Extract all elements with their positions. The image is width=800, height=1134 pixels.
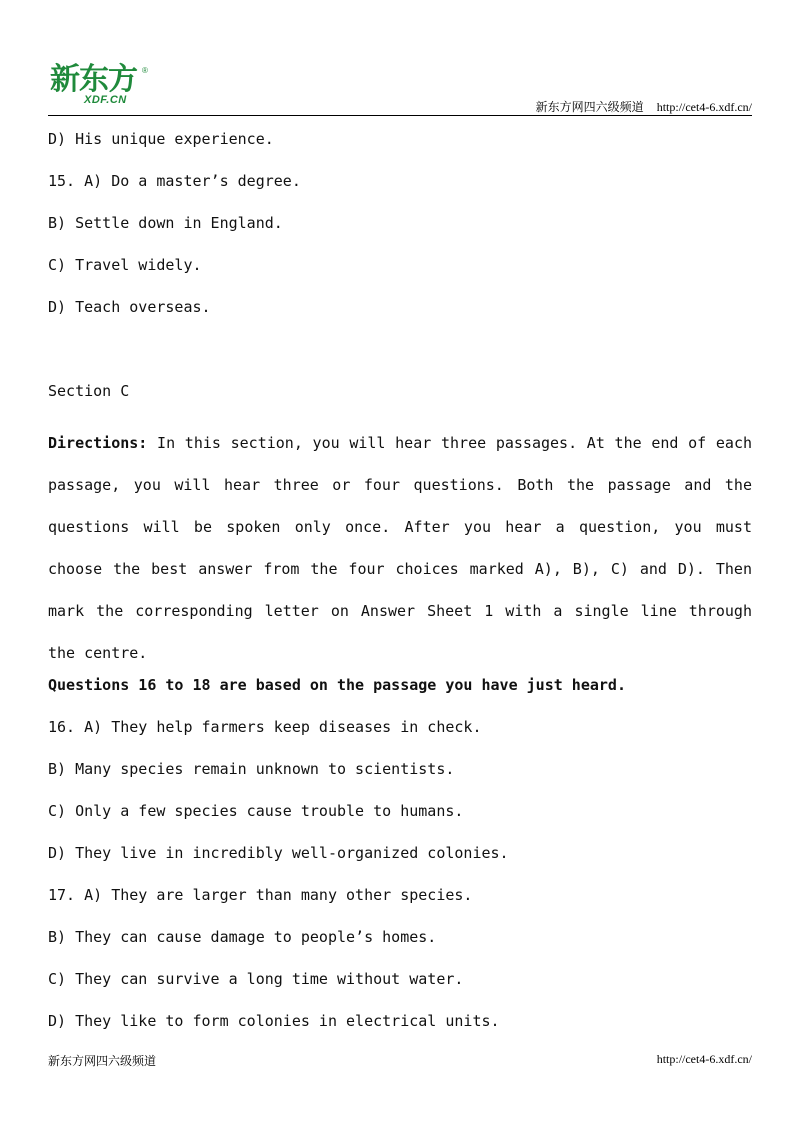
- question-17-option-a: 17. A) They are larger than many other species.: [48, 886, 473, 904]
- directions-label: Directions:: [48, 434, 148, 452]
- directions-text: In this section, you will hear three passages. At the end of each passage, you will hear three or four questions. Both the passage and the questions will be spoken only once. After you hear a question, you must choose the best answer from the four choices marked A), B), C) and D). Then mark the corresponding letter on Answer Sheet 1 with a single line through the centre.: [48, 434, 752, 662]
- option-17-c: C) They can survive a long time without water.: [48, 970, 464, 988]
- option-16-c: C) Only a few species cause trouble to humans.: [48, 802, 464, 820]
- question-group-heading: Questions 16 to 18 are based on the passage you have just heard.: [48, 676, 626, 694]
- question-16-option-a: 16. A) They help farmers keep diseases in check.: [48, 718, 482, 736]
- header-divider: [48, 115, 752, 116]
- option-15-d: D) Teach overseas.: [48, 298, 211, 316]
- registered-mark: ®: [142, 66, 148, 75]
- footer-site-url[interactable]: http://cet4-6.xdf.cn/: [656, 1052, 752, 1066]
- option-16-d: D) They live in incredibly well-organized colonies.: [48, 844, 509, 862]
- option-15-b: B) Settle down in England.: [48, 214, 283, 232]
- directions-paragraph: [48, 422, 752, 674]
- option-16-b: B) Many species remain unknown to scientists.: [48, 760, 455, 778]
- option-17-d: D) They like to form colonies in electrical units.: [48, 1012, 500, 1030]
- footer-site-name: 新东方网四六级频道: [48, 1054, 157, 1068]
- logo-subtext: XDF.CN: [84, 94, 127, 106]
- header-site-name: 新东方网四六级频道: [535, 100, 644, 114]
- section-title: Section C: [48, 382, 130, 400]
- logo-wordmark: 新东方: [50, 62, 137, 97]
- option-17-b: B) They can cause damage to people’s homes.: [48, 928, 437, 946]
- question-15-option-a: 15. A) Do a master’s degree.: [48, 172, 301, 190]
- xdf-logo[interactable]: [50, 64, 160, 108]
- option-14-d: D) His unique experience.: [48, 130, 274, 148]
- header-site-info: [536, 98, 752, 115]
- option-15-c: C) Travel widely.: [48, 256, 202, 274]
- header-site-url[interactable]: http://cet4-6.xdf.cn/: [656, 100, 752, 114]
